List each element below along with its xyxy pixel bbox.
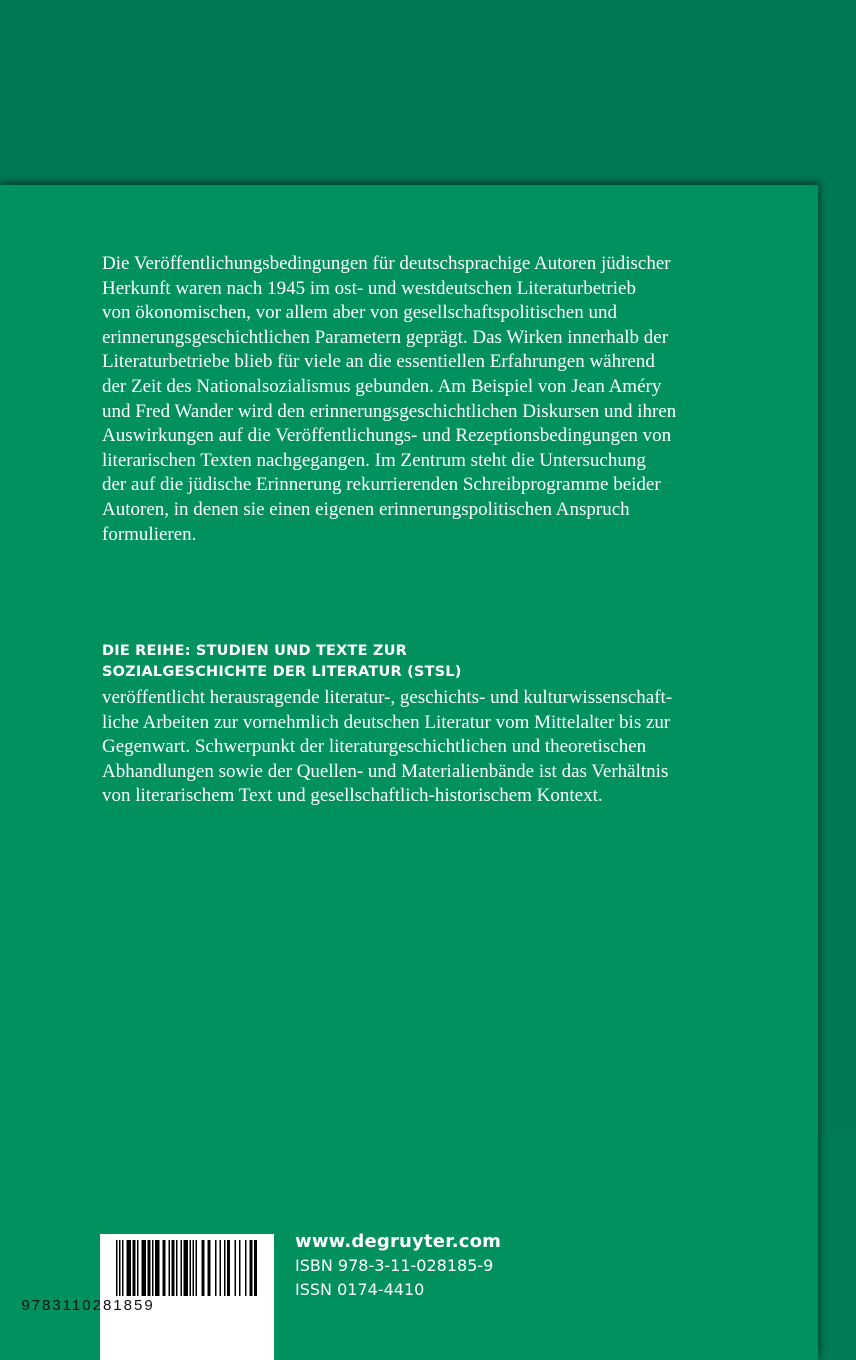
barcode-bar (142, 1240, 147, 1296)
barcode-bar (119, 1240, 121, 1296)
barcode-bar (245, 1240, 247, 1296)
barcode-bar (148, 1240, 151, 1296)
barcode-bar (239, 1240, 241, 1296)
barcode-bar (202, 1240, 205, 1296)
isbn-number: ISBN 978-3-11-028185-9 (295, 1256, 494, 1275)
barcode-bar (116, 1240, 118, 1296)
series-heading: DIE REIHE: STUDIEN UND TEXTE ZUR SOZIALGESCHICHTE DER LITERATUR (STSL) (102, 643, 462, 680)
barcode-bar (254, 1240, 257, 1296)
barcode-bar (190, 1240, 192, 1296)
barcode-bar (172, 1240, 175, 1296)
barcode-bar (152, 1240, 154, 1296)
barcode-bar (155, 1240, 160, 1296)
barcode-bar (250, 1240, 253, 1296)
barcode-bar (169, 1240, 171, 1296)
barcode-bar (215, 1240, 217, 1296)
barcode-digits: 9783110281859 (21, 1297, 155, 1314)
cover-top-band (0, 0, 856, 185)
barcode-bar (193, 1240, 195, 1296)
series-description: veröffentlicht herausragende literatur-, geschichts- und kulturwissenschaft- liche Arbeiten zur vornehmlich deutschen Literatur vom Mittelalter bis zur Gegenwart. Schwerpunkt der literaturgeschichtlichen und theoretischen Abhandlungen sowie der Quellen- und Materialienbände ist das Verhältnis von literarischem Text und gesellschaftlich-historischem Kontext. (102, 687, 673, 807)
barcode-bar (220, 1240, 222, 1296)
barcode-bar (196, 1240, 198, 1296)
barcode-bar (184, 1240, 189, 1296)
barcode-bar (227, 1240, 230, 1296)
issn-number: ISSN 0174-4410 (295, 1280, 425, 1299)
barcode-bar (181, 1240, 183, 1296)
barcode-bar (127, 1240, 132, 1296)
barcode-bar (176, 1240, 178, 1296)
barcode-bar (122, 1240, 124, 1296)
barcode-bar (137, 1240, 139, 1296)
publisher-website[interactable]: www.degruyter.com (295, 1231, 502, 1252)
barcode-bar (224, 1240, 226, 1296)
cover-right-lower-band (818, 1135, 856, 1360)
barcode-bar (208, 1240, 211, 1296)
book-blurb: Die Veröffentlichungsbedingungen für deutschsprachige Autoren jüdischer Herkunft waren nach 1945 im ost- und westdeutschen Literaturbetrieb von ökonomischen, vor allem aber von gesellschaftspolitischen und erinnerungsgeschichtlichen Parametern geprägt. Das Wirken innerhalb der Literaturbetriebe blieb für viele an die essentiellen Erfahrungen während der Zeit des Nationalsozialismus gebunden. Am Beispiel von Jean Améry und Fred Wander wird den erinnerungsgeschichtlichen Diskursen und ihren Auswirkungen auf die Veröffentlichungs- und Rezeptionsbedingungen von literarischen Texten nachgegangen. Im Zentrum steht die Untersuchung der auf die jüdische Erinnerung rekurrierenden Schreibprogramme beider Autoren, in denen sie einen eigenen erinnerungspolitischen Anspruch formulieren. (102, 253, 677, 545)
barcode-bar (163, 1240, 166, 1296)
barcode-bar (133, 1240, 136, 1296)
barcode-bar (235, 1240, 237, 1296)
